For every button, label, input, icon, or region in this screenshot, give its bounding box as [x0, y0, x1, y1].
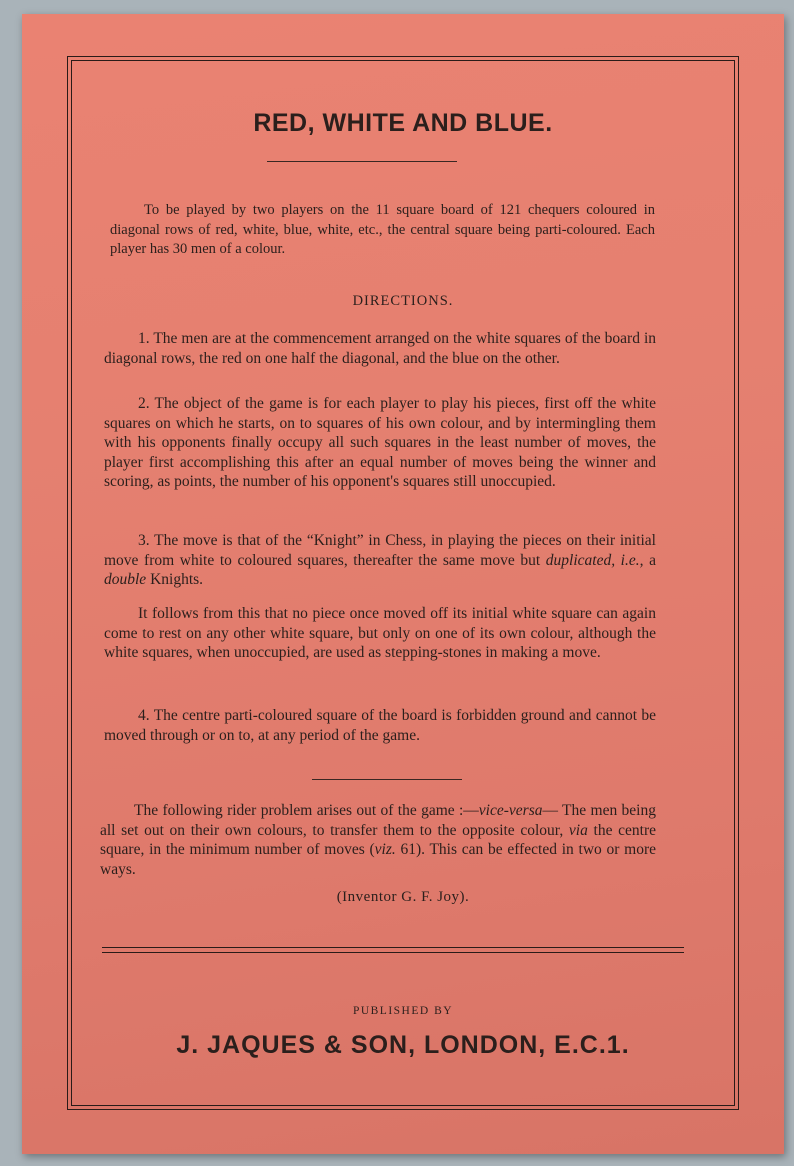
rule-3-text: 3. The move is that of the “Knight” in Chess, in playing the pieces on their initial move from white to coloured squares, thereafter the same move but	[104, 532, 656, 569]
rider-text: — The men being all set out on their own colours, to transfer them to the opposite colour,	[100, 802, 656, 839]
inner-border	[71, 60, 735, 1106]
rule-3-text: a	[643, 551, 656, 569]
rule-4: 4. The centre parti-coloured square of the board is forbidden ground and cannot be moved through or on to, at any period of the game.	[104, 707, 656, 744]
rule-3-text: Knights.	[146, 571, 204, 588]
rule-3-italic: double	[104, 571, 147, 588]
rule-3	[104, 531, 656, 590]
rules-leaflet	[22, 14, 784, 1154]
rider-italic: via	[568, 821, 588, 839]
leaflet-content	[72, 61, 734, 1105]
rule-2: 2. The object of the game is for each player to play his pieces, first off the white squares on which he starts, on to squares of his own colour, and by intermingling them with his opponents finally occupy all such squares in the least number of moves, the player first accomplishing this after an equal number of moves being the winner and scoring, as points, the number of his opponent's squares still unoccupied.	[104, 395, 656, 490]
publisher-name: J. JAQUES & SON, LONDON, E.C.1.	[176, 1031, 630, 1059]
rider-text: the centre square, in the minimum number of moves (	[100, 821, 656, 858]
rider-text: The following rider problem arises out of the game :—	[134, 802, 479, 819]
inventor-credit: (Inventor G. F. Joy).	[336, 889, 470, 905]
game-title: RED, WHITE AND BLUE.	[253, 109, 553, 137]
rider-italic: vice-versa	[478, 802, 543, 819]
outer-border	[67, 56, 739, 1110]
section-divider	[312, 779, 462, 780]
rider-problem	[100, 801, 656, 879]
title-divider	[267, 161, 457, 162]
intro-paragraph: To be played by two players on the 11 square board of 121 chequers coloured in diagonal rows of red, white, blue, white, etc., the central square being parti-coloured. Each player has 30 men of a colour.	[110, 202, 655, 257]
rule-note: It follows from this that no piece once moved off its initial white square can again come to rest on any other white square, but only on one of its own colour, although the white squares, when unoccupied, are used as stepping-stones in making a move.	[104, 605, 656, 661]
published-by-label: PUBLISHED BY	[352, 1005, 454, 1017]
footer-double-rule	[102, 947, 684, 953]
rider-italic: viz.	[374, 841, 396, 858]
directions-heading: DIRECTIONS.	[352, 293, 454, 309]
rule-3-italic: duplicated, i.e.,	[545, 551, 644, 569]
rider-text: 61). This can be effected in two or more ways.	[100, 841, 656, 878]
rule-1: 1. The men are at the commencement arranged on the white squares of the board in diagonal rows, the red on one half the diagonal, and the blue on the other.	[104, 330, 656, 367]
